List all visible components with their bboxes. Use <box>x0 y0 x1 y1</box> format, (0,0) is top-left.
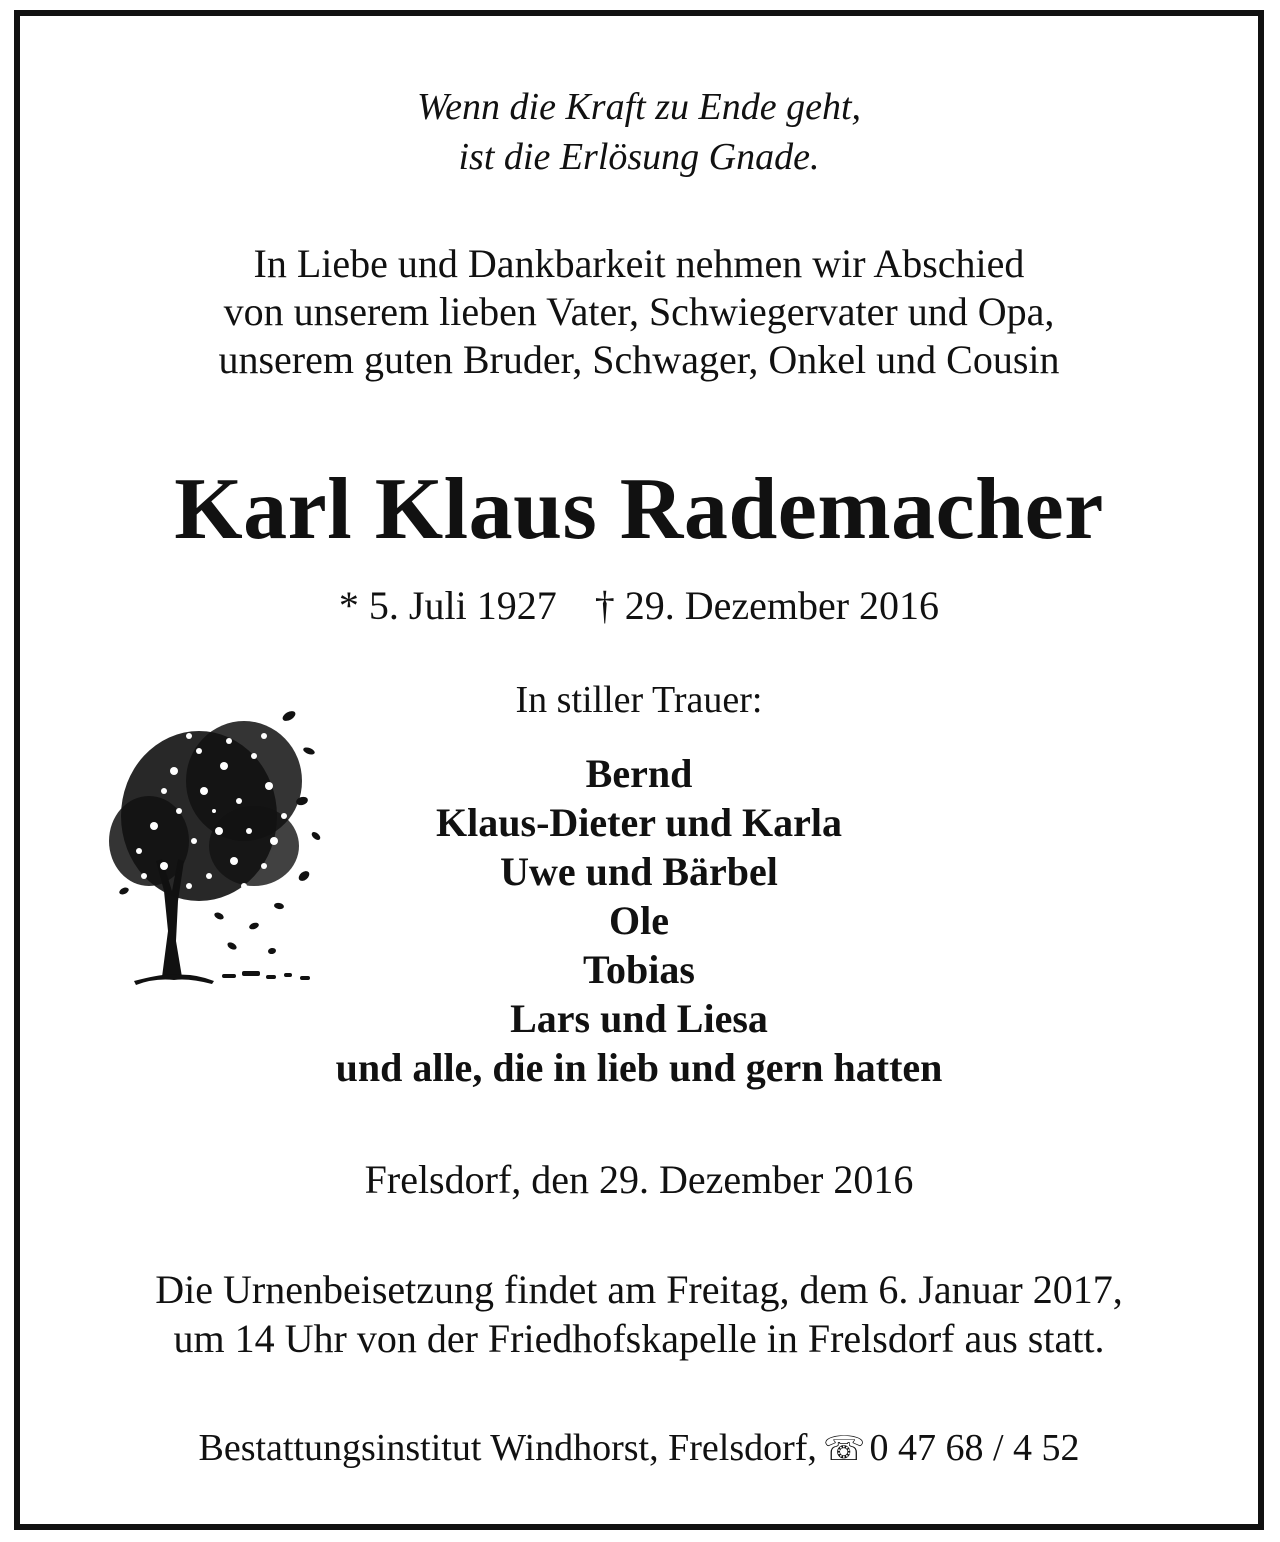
burial-line-2: um 14 Uhr von der Friedhofskapelle in Frelsdorf aus statt. <box>173 1316 1105 1361</box>
mourning-label: In stiller Trauer: <box>515 679 763 721</box>
birth-date: * 5. Juli 1927 <box>338 583 557 628</box>
family-member-1: Bernd <box>585 751 693 796</box>
family-member-3: Uwe und Bärbel <box>500 849 778 894</box>
place-and-date: Frelsdorf, den 29. Dezember 2016 <box>364 1157 914 1202</box>
intro-line-3: unserem guten Bruder, Schwager, Onkel und Cousin <box>218 337 1060 382</box>
life-dates <box>20 583 1258 628</box>
undertaker-name: Bestattungsinstitut Windhorst, Frelsdorf, <box>198 1427 817 1469</box>
family-member-6: Lars und Liesa <box>510 996 768 1041</box>
intro-line-1: In Liebe und Dankbarkeit nehmen wir Abschied <box>253 241 1025 286</box>
quote-line-2: ist die Erlösung Gnade. <box>458 136 820 178</box>
undertaker-phone: 0 47 68 / 4 52 <box>869 1427 1080 1469</box>
burial-line-1: Die Urnenbeisetzung findet am Freitag, dem 6. Januar 2017, <box>155 1267 1123 1312</box>
telephone-icon: ☏ <box>822 1429 866 1469</box>
family-member-5: Tobias <box>583 947 695 992</box>
intro-line-2: von unserem lieben Vater, Schwiegervater und Opa, <box>223 289 1055 334</box>
death-date: † 29. Dezember 2016 <box>594 583 940 628</box>
quote-line-1: Wenn die Kraft zu Ende geht, <box>417 86 861 128</box>
deceased-name: Karl Klaus Rademacher <box>174 461 1104 558</box>
family-member-2: Klaus-Dieter und Karla <box>436 800 842 845</box>
obituary-frame <box>14 10 1264 1530</box>
family-member-7: und alle, die in lieb und gern hatten <box>335 1045 943 1090</box>
family-member-4: Ole <box>609 898 669 943</box>
undertaker-line <box>20 1429 1258 1467</box>
